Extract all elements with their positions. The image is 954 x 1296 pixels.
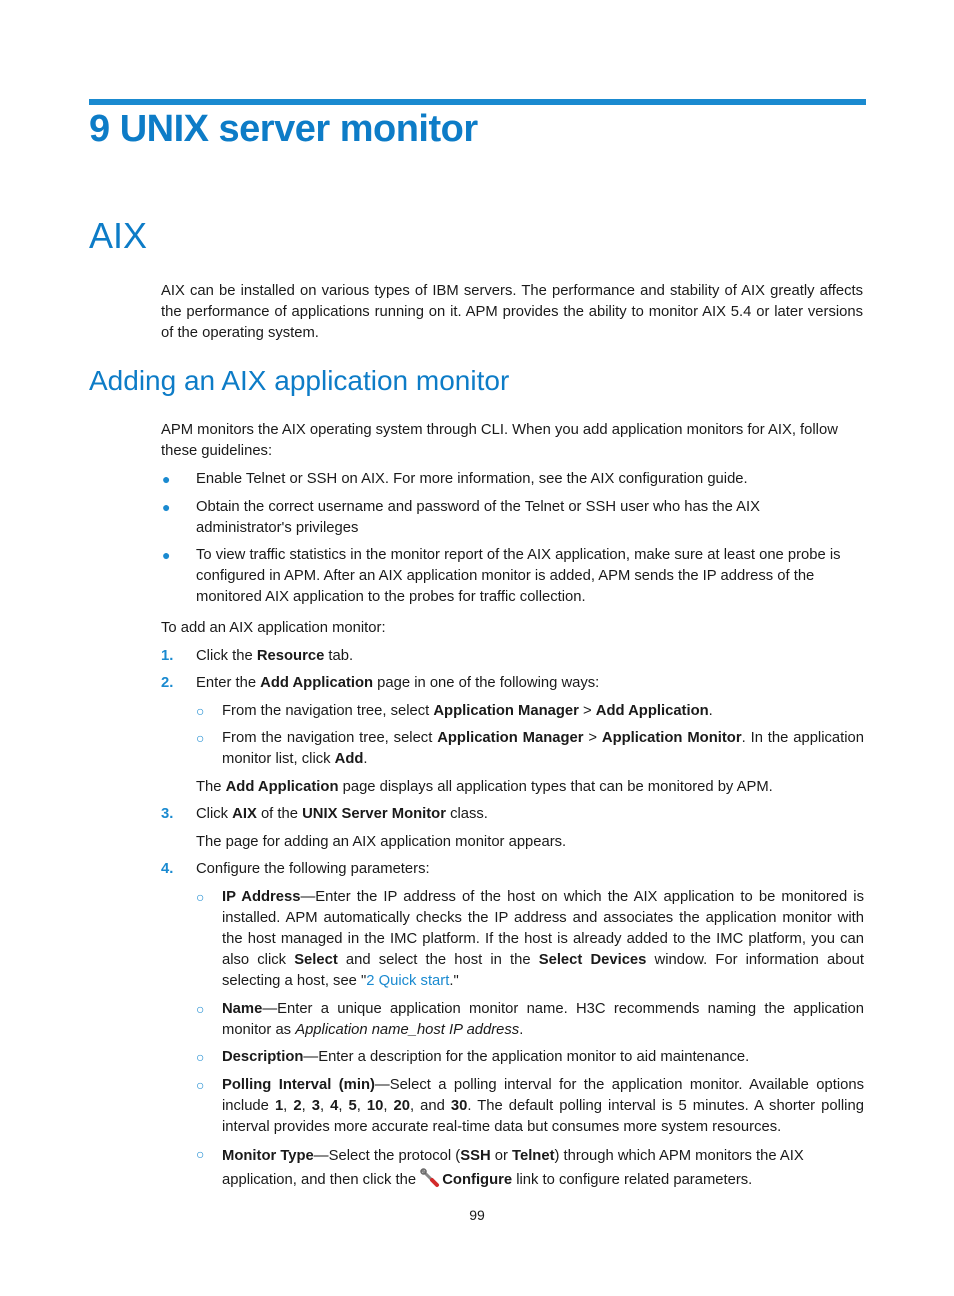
step-3-note: The page for adding an AIX application monitor appears. [196, 834, 567, 850]
chapter-title: 9 UNIX server monitor [89, 108, 478, 150]
quick-start-link[interactable]: 2 Quick start [366, 973, 450, 989]
step-2-way-1: From the navigation tree, select Application Manager > Add Application. [222, 703, 713, 719]
step-number: 4. [161, 861, 174, 877]
bullet-icon: ● [162, 499, 171, 515]
sub-bullet-icon: ○ [196, 1077, 205, 1093]
configure-link[interactable]: Configure [442, 1172, 513, 1188]
sub-bullet-icon: ○ [196, 1001, 205, 1017]
step-1: Click the Resource tab. [196, 648, 354, 664]
step-3: Click AIX of the UNIX Server Monitor class. [196, 806, 488, 822]
wrench-icon [420, 1168, 440, 1188]
sub-bullet-icon: ○ [196, 703, 205, 719]
step-number: 2. [161, 675, 174, 691]
sub-bullet-icon: ○ [196, 1146, 205, 1162]
bullet-icon: ● [162, 471, 171, 487]
param-ip-address: IP Address—Enter the IP address of the host on which the AIX application to be monitored is installed. APM automatically checks the IP address and associates the application monitor with the host managed in the IMC platform. If the host is already added to the IMC platform, you can also click Select and select the host in the Select Devices window. For information about selecting a host, see "2 Quick start." [222, 889, 865, 989]
guideline-item: To view traffic statistics in the monitor report of the AIX application, make sure at least one probe is configured in APM. After an AIX application monitor is added, APM sends the IP address of the monitored AIX application to the probes for traffic collection. [196, 547, 841, 605]
step-4: Configure the following parameters: [196, 861, 430, 877]
add-intro: APM monitors the AIX operating system through CLI. When you add application monitors for AIX, follow these guidelines: [161, 422, 838, 459]
step-2-note: The Add Application page displays all application types that can be monitored by APM. [196, 779, 773, 795]
param-name: Name—Enter a unique application monitor name. H3C recommends naming the application monitor as Application name_host IP address. [222, 1001, 864, 1038]
section-title-aix: AIX [89, 215, 148, 256]
sub-bullet-icon: ○ [196, 889, 205, 905]
chapter-rule [89, 99, 866, 105]
aix-intro: AIX can be installed on various types of IBM servers. The performance and stability of AIX greatly affects the performance of applications running on it. APM provides the ability to monitor AIX 5.4 or later versions of the operating system. [161, 283, 863, 341]
step-2-way-2: From the navigation tree, select Application Manager > Application Monitor. In the application monitor list, click Add. [222, 730, 864, 767]
guideline-item: Enable Telnet or SSH on AIX. For more information, see the AIX configuration guide. [196, 471, 748, 487]
page-number: 99 [469, 1207, 485, 1223]
sub-bullet-icon: ○ [196, 730, 205, 746]
param-description: Description—Enter a description for the application monitor to aid maintenance. [222, 1049, 750, 1065]
param-polling-interval: Polling Interval (min)—Select a polling interval for the application monitor. Available options include 1, 2, 3, 4, 5, 10, 20, and 30. The default polling interval is 5 minutes. A shorter polling interval provides more accurate real-time data but consumes more system resources. [222, 1077, 864, 1135]
bullet-icon: ● [162, 547, 171, 563]
param-monitor-type: Monitor Type—Select the protocol (SSH or Telnet) through which APM monitors the AIX application, and then click the Configure link to configure related parameters. [222, 1148, 804, 1188]
step-2: Enter the Add Application page in one of the following ways: [196, 675, 600, 691]
guideline-item: Obtain the correct username and password of the Telnet or SSH user who has the AIX administrator's privileges [196, 499, 760, 536]
sub-bullet-icon: ○ [196, 1049, 205, 1065]
step-number: 1. [161, 648, 174, 664]
section-title-add: Adding an AIX application monitor [89, 365, 510, 396]
step-number: 3. [161, 806, 174, 822]
procedure-lead: To add an AIX application monitor: [161, 620, 386, 636]
